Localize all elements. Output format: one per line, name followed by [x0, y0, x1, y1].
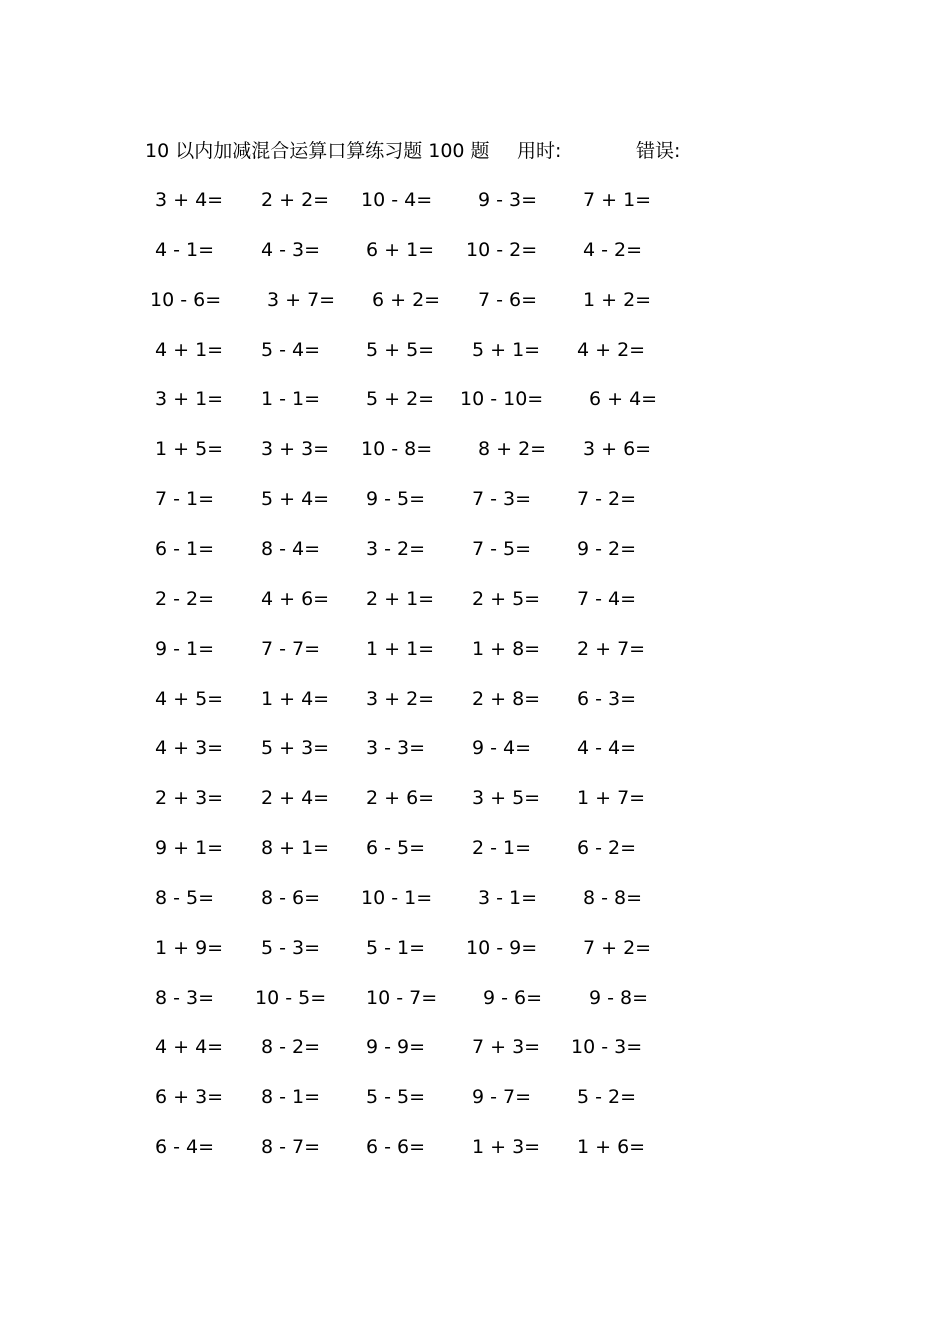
problem-item: 10 - 7=: [366, 986, 438, 1009]
problem-item: 8 - 8=: [583, 886, 643, 909]
problem-item: 2 + 7=: [577, 637, 646, 660]
time-used-label: 用时:: [517, 140, 562, 162]
problem-item: 3 - 2=: [366, 537, 426, 560]
problem-item: 8 - 3=: [155, 986, 215, 1009]
problem-item: 7 - 2=: [577, 488, 637, 511]
problem-item: 9 - 3=: [478, 189, 538, 211]
problem-item: 1 + 9=: [155, 936, 224, 959]
problem-item: 6 - 3=: [577, 687, 637, 710]
problem-item: 10 - 10=: [460, 388, 544, 411]
problem-item: 10 - 4=: [361, 189, 433, 211]
problem-item: 4 - 4=: [577, 737, 637, 760]
problem-item: 7 + 2=: [583, 936, 652, 959]
problem-item: 10 - 8=: [361, 438, 433, 461]
problem-item: 8 - 6=: [261, 886, 321, 909]
problem-item: 3 + 3=: [261, 438, 330, 461]
problem-item: 4 + 2=: [577, 338, 646, 361]
problem-item: 2 + 3=: [155, 787, 224, 810]
problem-item: 1 + 7=: [577, 787, 646, 810]
problem-item: 10 - 1=: [361, 886, 433, 909]
problem-item: 10 - 6=: [150, 288, 222, 311]
problem-item: 10 - 9=: [466, 936, 538, 959]
problem-item: 9 - 4=: [472, 737, 532, 760]
problem-item: 5 - 3=: [261, 936, 321, 959]
problem-item: 3 + 1=: [155, 388, 224, 411]
problem-item: 5 - 5=: [366, 1086, 426, 1109]
problem-item: 10 - 3=: [571, 1036, 643, 1059]
problem-item: 2 + 2=: [261, 189, 330, 211]
problem-item: 7 + 3=: [472, 1036, 541, 1059]
problem-item: 4 + 1=: [155, 338, 224, 361]
problem-item: 3 + 2=: [366, 687, 435, 710]
problem-item: 8 - 2=: [261, 1036, 321, 1059]
problem-item: 5 + 5=: [366, 338, 435, 361]
problem-item: 8 - 7=: [261, 1136, 321, 1159]
problem-item: 4 + 4=: [155, 1036, 224, 1059]
problem-item: 3 + 6=: [583, 438, 652, 461]
problem-item: 7 - 6=: [478, 288, 538, 311]
problem-item: 5 - 4=: [261, 338, 321, 361]
problem-item: 10 - 2=: [466, 238, 538, 261]
problem-item: 6 - 1=: [155, 537, 215, 560]
problem-item: 2 - 1=: [472, 837, 532, 860]
problem-item: 6 + 4=: [589, 388, 658, 411]
problem-item: 5 - 1=: [366, 936, 426, 959]
problem-item: 8 + 2=: [478, 438, 547, 461]
problem-item: 5 + 3=: [261, 737, 330, 760]
problem-item: 6 - 5=: [366, 837, 426, 860]
problem-item: 5 + 1=: [472, 338, 541, 361]
problem-item: 1 + 4=: [261, 687, 330, 710]
problem-item: 9 - 1=: [155, 637, 215, 660]
problem-item: 7 - 3=: [472, 488, 532, 511]
problem-item: 2 + 8=: [472, 687, 541, 710]
problem-item: 5 + 4=: [261, 488, 330, 511]
problem-item: 1 + 5=: [155, 438, 224, 461]
problem-item: 2 + 6=: [366, 787, 435, 810]
problem-item: 2 + 1=: [366, 587, 435, 610]
problem-item: 8 - 5=: [155, 886, 215, 909]
problem-item: 7 - 4=: [577, 587, 637, 610]
problem-item: 9 - 8=: [589, 986, 649, 1009]
problem-item: 9 - 5=: [366, 488, 426, 511]
problem-item: 1 + 1=: [366, 637, 435, 660]
problem-item: 7 - 1=: [155, 488, 215, 511]
problem-item: 5 - 2=: [577, 1086, 637, 1109]
error-count-label: 错误:: [636, 140, 681, 162]
problem-item: 6 + 2=: [372, 288, 441, 311]
problem-item: 6 - 2=: [577, 837, 637, 860]
problem-item: 4 + 6=: [261, 587, 330, 610]
problem-item: 2 + 4=: [261, 787, 330, 810]
problem-item: 2 + 5=: [472, 587, 541, 610]
problem-item: 2 - 2=: [155, 587, 215, 610]
problem-item: 9 - 7=: [472, 1086, 532, 1109]
problem-item: 4 + 5=: [155, 687, 224, 710]
problem-item: 6 + 1=: [366, 238, 435, 261]
problem-item: 4 - 2=: [583, 238, 643, 261]
problem-item: 9 - 9=: [366, 1036, 426, 1059]
problem-item: 5 + 2=: [366, 388, 435, 411]
problem-item: 4 - 3=: [261, 238, 321, 261]
problem-item: 1 + 3=: [472, 1136, 541, 1159]
worksheet-title: 10 以内加减混合运算口算练习题 100 题: [145, 140, 490, 162]
problem-item: 3 + 7=: [267, 288, 336, 311]
problem-item: 6 - 6=: [366, 1136, 426, 1159]
problem-item: 8 - 4=: [261, 537, 321, 560]
problem-item: 6 - 4=: [155, 1136, 215, 1159]
problem-item: 4 - 1=: [155, 238, 215, 261]
problem-item: 1 - 1=: [261, 388, 321, 411]
problem-item: 7 - 5=: [472, 537, 532, 560]
problem-item: 3 + 5=: [472, 787, 541, 810]
problem-item: 9 - 6=: [483, 986, 543, 1009]
problem-item: 8 + 1=: [261, 837, 330, 860]
problem-item: 3 - 1=: [478, 886, 538, 909]
problem-item: 1 + 2=: [583, 288, 652, 311]
problem-item: 7 + 1=: [583, 189, 652, 211]
problem-item: 6 + 3=: [155, 1086, 224, 1109]
problem-item: 4 + 3=: [155, 737, 224, 760]
problem-item: 1 + 6=: [577, 1136, 646, 1159]
problem-item: 7 - 7=: [261, 637, 321, 660]
problem-item: 9 + 1=: [155, 837, 224, 860]
problem-item: 1 + 8=: [472, 637, 541, 660]
problem-item: 10 - 5=: [255, 986, 327, 1009]
problem-item: 3 - 3=: [366, 737, 426, 760]
problem-item: 3 + 4=: [155, 189, 224, 211]
problem-item: 8 - 1=: [261, 1086, 321, 1109]
problem-item: 9 - 2=: [577, 537, 637, 560]
